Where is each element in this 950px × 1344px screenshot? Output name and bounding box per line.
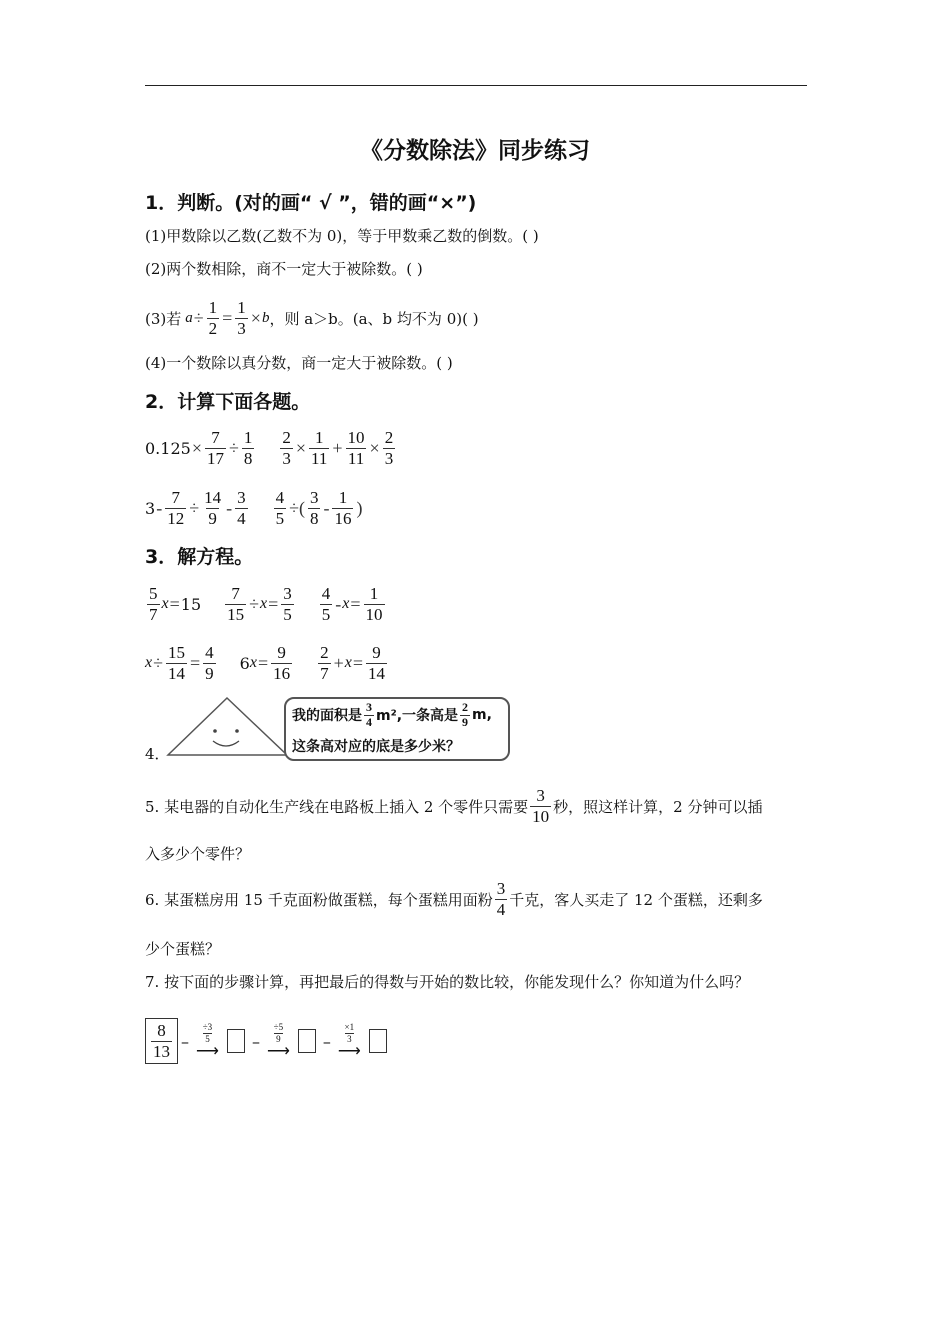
q5-text-b: 秒，照这样计算，2 分钟可以插 <box>553 797 763 816</box>
equation-row-1: $\frac{5}{7}$ x = 15 $\frac{7}{15}$ ÷ x = $\frac{3}{5}$ $\frac{4}{5}$ - x = $\frac{1}{10}$ <box>149 583 383 624</box>
q7-text: 7. 按下面的步骤计算，再把最后的得数与开始的数比较，你能发现什么？你知道为什么吗？ <box>145 973 750 991</box>
page-title: 《分数除法》同步练习 <box>360 137 590 164</box>
equation-row-2: x ÷ $\frac{15}{14}$ = $\frac{4}{9}$ 6 x = $\frac{9}{16}$ $\frac{2}{7}$ + x = $\frac{9}{14}$ <box>145 642 386 683</box>
speech-bubble: 我的面积是 $\frac{3}{4}$ m²,一条高是 $\frac{2}{9}$ m, 这条高对应的底是多少米？ <box>284 697 510 761</box>
q5-text-a: 5. 某电器的自动化生产线在电路板上插入 2 个零件只需要 <box>145 797 529 816</box>
operation-flow: $\frac{8}{13}$ – $\frac{\div 3}{5}$ ⟶ – $\frac{\div 5}{9}$ ⟶ – $\frac{\times 1}{3}$ ⟶ <box>145 1013 391 1069</box>
q4-label: 4． <box>145 745 170 763</box>
bubble-text-3: m, <box>472 707 492 724</box>
judge-item-3-prefix: (3)若 <box>145 309 182 328</box>
section-3-heading: 3．解方程。 <box>145 546 254 568</box>
answer-box-1[interactable] <box>227 1029 245 1053</box>
bubble-text-line-2: 这条高对应的底是多少米？ <box>292 739 460 755</box>
triangle-face-illustration <box>165 695 290 761</box>
q6-text-b: 千克，客人买走了 12 个蛋糕，还剩多 <box>509 890 763 909</box>
bubble-text-1: 我的面积是 <box>292 708 362 725</box>
judge-item-3-suffix: ，则 a＞b。(a、b 均不为 0)( ) <box>269 309 479 328</box>
q6-line-2: 少个蛋糕？ <box>145 940 221 958</box>
bubble-text-2: m²,一条高是 <box>376 708 459 725</box>
judge-item-2: (2)两个数相除，商不一定大于被除数。( ) <box>145 260 423 278</box>
judge-item-3: (3)若 a ÷ $\frac{1}{2}$ = $\frac{1}{3}$ × b ，则 a＞b。(a、b 均不为 0)( ) <box>145 297 479 338</box>
q5-line-2: 入多少个零件？ <box>145 845 251 863</box>
step-divide-3-5: $\frac{\div 3}{5}$ ⟶ <box>196 1022 219 1060</box>
start-number-box: $\frac{8}{13}$ <box>145 1018 178 1064</box>
judge-item-1: (1)甲数除以乙数(乙数不为 0)，等于甲数乘乙数的倒数。( ) <box>145 227 539 245</box>
q6-line-1: 6. 某蛋糕房用 15 千克面粉做蛋糕，每个蛋糕用面粉 $\frac{3}{4}$ 千克，客人买走了 12 个蛋糕，还剩多 <box>145 878 763 919</box>
step-divide-5-9: $\frac{\div 5}{9}$ ⟶ <box>266 1022 290 1060</box>
header-rule <box>145 85 807 86</box>
answer-box-3[interactable] <box>369 1029 387 1053</box>
step-multiply-1-3: $\frac{\times 1}{3}$ ⟶ <box>337 1022 361 1060</box>
q5-line-1: 5. 某电器的自动化生产线在电路板上插入 2 个零件只需要 $\frac{3}{10}$ 秒，照这样计算，2 分钟可以插 <box>145 785 763 826</box>
answer-box-2[interactable] <box>298 1029 316 1053</box>
calc-row-1: 0.125 × $\frac{7}{17}$ ÷ $\frac{1}{8}$ $\frac{2}{3}$ × $\frac{1}{11}$ + $\frac{10}{11}$ × $\frac{2}{3}$ <box>145 427 394 468</box>
calc-row-2: 3 - $\frac{7}{12}$ ÷ $\frac{14}{9}$ - $\frac{3}{4}$ $\frac{4}{5}$ ÷( $\frac{3}{8}$ - $\frac{1}{16}$ ) <box>145 487 363 528</box>
judge-item-4: (4)一个数除以真分数，商一定大于被除数。( ) <box>145 354 453 372</box>
section-1-heading: 1．判断。(对的画“ √ ”，错的画“×”) <box>145 192 477 214</box>
q6-text-a: 6. 某蛋糕房用 15 千克面粉做蛋糕，每个蛋糕用面粉 <box>145 890 493 909</box>
section-2-heading: 2．计算下面各题。 <box>145 391 311 413</box>
